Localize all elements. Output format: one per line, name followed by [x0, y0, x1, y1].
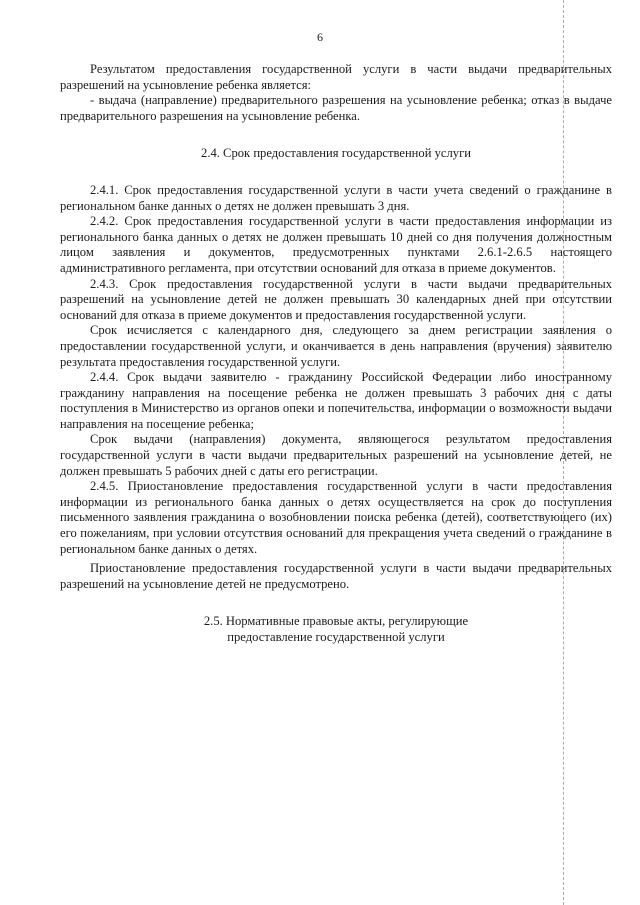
paragraph-2-4-2: 2.4.2. Срок предоставления государственной услуги в части предоставления информации из регионального банка данных о детях не должен превышать 10 дней со дня получения должностным лицом заявления и документов, предусмотренных пунктами 2.6.1-2.6.5 настоящего административного регламента, при отсутствии оснований для отказа в приеме документов.: [60, 214, 612, 275]
paragraph-2-4-5: 2.4.5. Приостановление предоставления государственной услуги в части предоставления информации из регионального банка данных о детях осуществляется на срок до поступления письменного заявления гражданина о возобновлении поиска ребенка (детей), соответствующего (их) его пожеланиям, при условии отсутствия оснований для прекращения учета сведений о гражданине в региональном банке данных о детях.: [60, 479, 612, 556]
section-heading-2-4: 2.4. Срок предоставления государственной услуги: [201, 146, 471, 161]
section-heading-2-5-line1: 2.5. Нормативные правовые акты, регулирующие: [203, 614, 469, 629]
paragraph-2-4-3: 2.4.3. Срок предоставления государственной услуги в части выдачи предварительных разрешений на усыновление детей не должен превышать 30 календарных дней при отсутствии оснований для отказа в приеме документов и предоставления государственной услуги.: [60, 276, 612, 322]
page-number: 6: [317, 30, 323, 44]
paragraph-2-4-4: 2.4.4. Срок выдачи заявителю - гражданину Российской Федерации либо иностранному гражданину направления на посещение ребенка не должен превышать 3 рабочих дня с даты поступления в Министерство из органов опеки и попечительства, информации о возможности выдачи направления на посещение ребенка;: [60, 370, 612, 431]
paragraph-issue-term: Срок выдачи (направления) документа, являющегося результатом предоставления государственной услуги в части выдачи предварительных разрешений на усыновление детей, не должен превышать 5 рабочих дней с даты его регистрации.: [60, 432, 612, 478]
intro-result-item: - выдача (направление) предварительного разрешения на усыновление ребенка; отказ в выдаче предварительного разрешения на усыновление ребенка.: [60, 93, 612, 123]
paragraph-term-calculation: Срок исчисляется с календарного дня, следующего за днем регистрации заявления о предоставлении государственной услуги, и оканчивается в день направления (вручения) заявителю результата предоставления государственной услуги.: [60, 323, 612, 369]
section-heading-2-5-line2: предоставление государственной услуги: [227, 630, 445, 644]
section-heading-2-5: [60, 614, 612, 645]
paragraph-suspension: Приостановление предоставления государственной услуги в части выдачи предварительных разрешений на усыновление детей не предусмотрено.: [60, 561, 612, 591]
intro-paragraph: Результатом предоставления государственной услуги в части выдачи предварительных разрешений на усыновление ребенка является:: [60, 62, 612, 92]
paragraph-2-4-1: 2.4.1. Срок предоставления государственной услуги в части учета сведений о гражданине в региональном банке данных о детях не должен превышать 3 дня.: [60, 182, 612, 213]
document-body: [60, 62, 612, 667]
